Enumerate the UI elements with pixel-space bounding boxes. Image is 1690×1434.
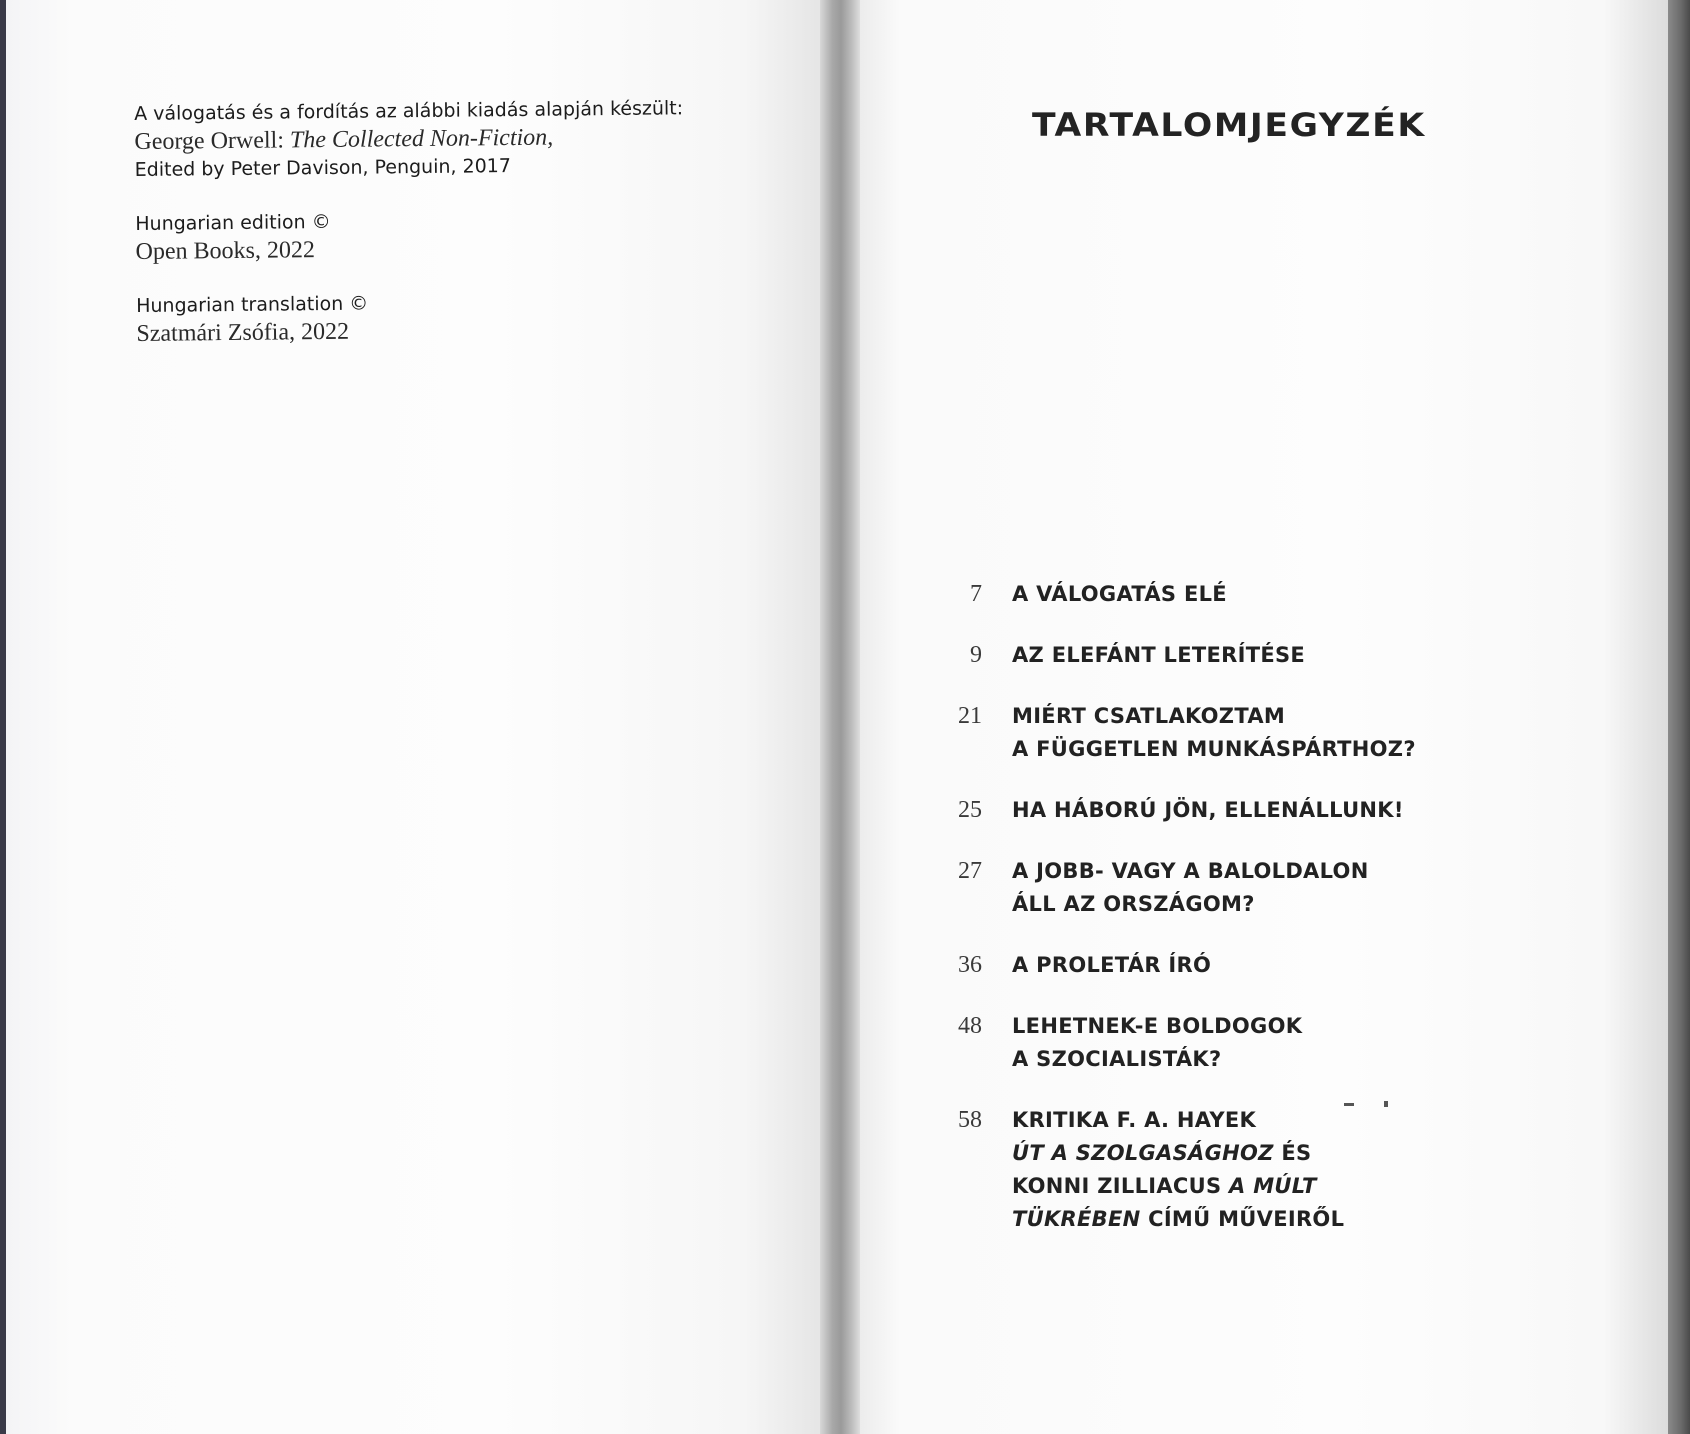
toc-title-line <box>1012 1043 1560 1076</box>
toc-title-line <box>1012 639 1560 672</box>
toc-entry[interactable] <box>940 1104 1560 1236</box>
toc-title-line <box>1012 1137 1560 1170</box>
toc-entry-title <box>1012 578 1560 611</box>
toc-title-line <box>1012 1203 1560 1236</box>
toc-title-line <box>1012 578 1560 611</box>
copyright-line <box>135 231 775 266</box>
toc-segment: LEHETNEK-E BOLDOGOK <box>1012 1014 1303 1038</box>
toc-entry-title <box>1012 794 1560 827</box>
toc-segment: HA HÁBORÚ JÖN, ELLENÁLLUNK! <box>1012 798 1404 822</box>
table-of-contents <box>940 578 1560 1264</box>
copyright-text: Hungarian translation © <box>136 292 369 317</box>
toc-segment: ÁLL AZ ORSZÁGOM? <box>1012 892 1255 916</box>
toc-segment: A PROLETÁR ÍRÓ <box>1012 953 1212 977</box>
copyright-notice <box>134 93 777 374</box>
copyright-block <box>135 203 776 266</box>
toc-entry[interactable] <box>940 1010 1560 1076</box>
copyright-block <box>134 93 775 184</box>
toc-italic-segment: A MÚLT <box>1229 1174 1317 1198</box>
toc-page-number: 21 <box>958 703 982 729</box>
toc-title-line <box>1012 700 1560 733</box>
toc-title-line <box>1012 1010 1560 1043</box>
book-edge <box>1668 0 1690 1434</box>
copyright-line <box>136 313 776 348</box>
toc-segment: A FÜGGETLEN MUNKÁSPÁRTHOZ? <box>1012 737 1416 761</box>
toc-entry-title <box>1012 639 1560 672</box>
toc-italic-segment: TÜKRÉBEN <box>1012 1207 1141 1231</box>
toc-segment: KONNI ZILLIACUS <box>1012 1174 1230 1198</box>
copyright-text: Szatmári Zsófia, 2022 <box>136 318 350 347</box>
copyright-text: A válogatás és a fordítás az alábbi kiadás alapján készült: <box>134 97 684 125</box>
toc-entry[interactable] <box>940 700 1560 766</box>
toc-entry-title <box>1012 1010 1560 1076</box>
toc-title-line <box>1012 1170 1560 1203</box>
toc-page-number: 36 <box>958 952 982 978</box>
toc-segment: AZ ELEFÁNT LETERÍTÉSE <box>1012 643 1306 667</box>
toc-entry-title <box>1012 1104 1560 1236</box>
toc-segment: A VÁLOGATÁS ELÉ <box>1012 582 1227 606</box>
copyright-text: Hungarian edition © <box>135 210 331 235</box>
toc-title-line <box>1012 949 1560 982</box>
left-page <box>6 0 826 1434</box>
toc-entry-title <box>1012 855 1560 921</box>
toc-entry[interactable] <box>940 949 1560 982</box>
toc-entry-title <box>1012 700 1560 766</box>
toc-title-line <box>1012 733 1560 766</box>
copyright-block <box>136 285 777 348</box>
book-gutter <box>820 0 862 1434</box>
toc-page-number: 48 <box>958 1013 982 1039</box>
toc-title-line <box>1012 888 1560 921</box>
copyright-text: Edited by Peter Davison, Penguin, 2017 <box>134 155 512 181</box>
copyright-text: Open Books, 2022 <box>135 237 316 265</box>
toc-segment: KRITIKA F. A. HAYEK <box>1012 1108 1257 1132</box>
toc-title-line <box>1012 1104 1560 1137</box>
toc-page-number: 58 <box>958 1107 982 1133</box>
toc-entry[interactable] <box>940 639 1560 672</box>
toc-title-line <box>1012 794 1560 827</box>
toc-entry[interactable] <box>940 794 1560 827</box>
copyright-line <box>135 149 775 184</box>
toc-segment: A SZOCIALISTÁK? <box>1012 1047 1222 1071</box>
copyright-text: George Orwell: <box>134 127 291 155</box>
toc-italic-segment: ÚT A SZOLGASÁGHOZ <box>1012 1141 1274 1165</box>
toc-segment: CÍMŰ MŰVEIRŐL <box>1140 1207 1345 1231</box>
toc-entry[interactable] <box>940 855 1560 921</box>
toc-page-number: 9 <box>970 642 982 668</box>
toc-page-number: 7 <box>970 581 982 607</box>
toc-entry[interactable] <box>940 578 1560 611</box>
toc-segment: A JOBB- VAGY A BALOLDALON <box>1012 859 1369 883</box>
toc-title: TARTALOMJEGYZÉK <box>1032 106 1426 144</box>
toc-entry-title <box>1012 949 1560 982</box>
toc-page-number: 27 <box>958 858 982 884</box>
toc-page-number: 25 <box>958 797 982 823</box>
toc-segment: ÉS <box>1273 1141 1312 1165</box>
book-title-italic: The Collected Non-Fiction, <box>289 124 554 154</box>
toc-segment: MIÉRT CSATLAKOZTAM <box>1012 704 1286 728</box>
toc-title-line <box>1012 855 1560 888</box>
